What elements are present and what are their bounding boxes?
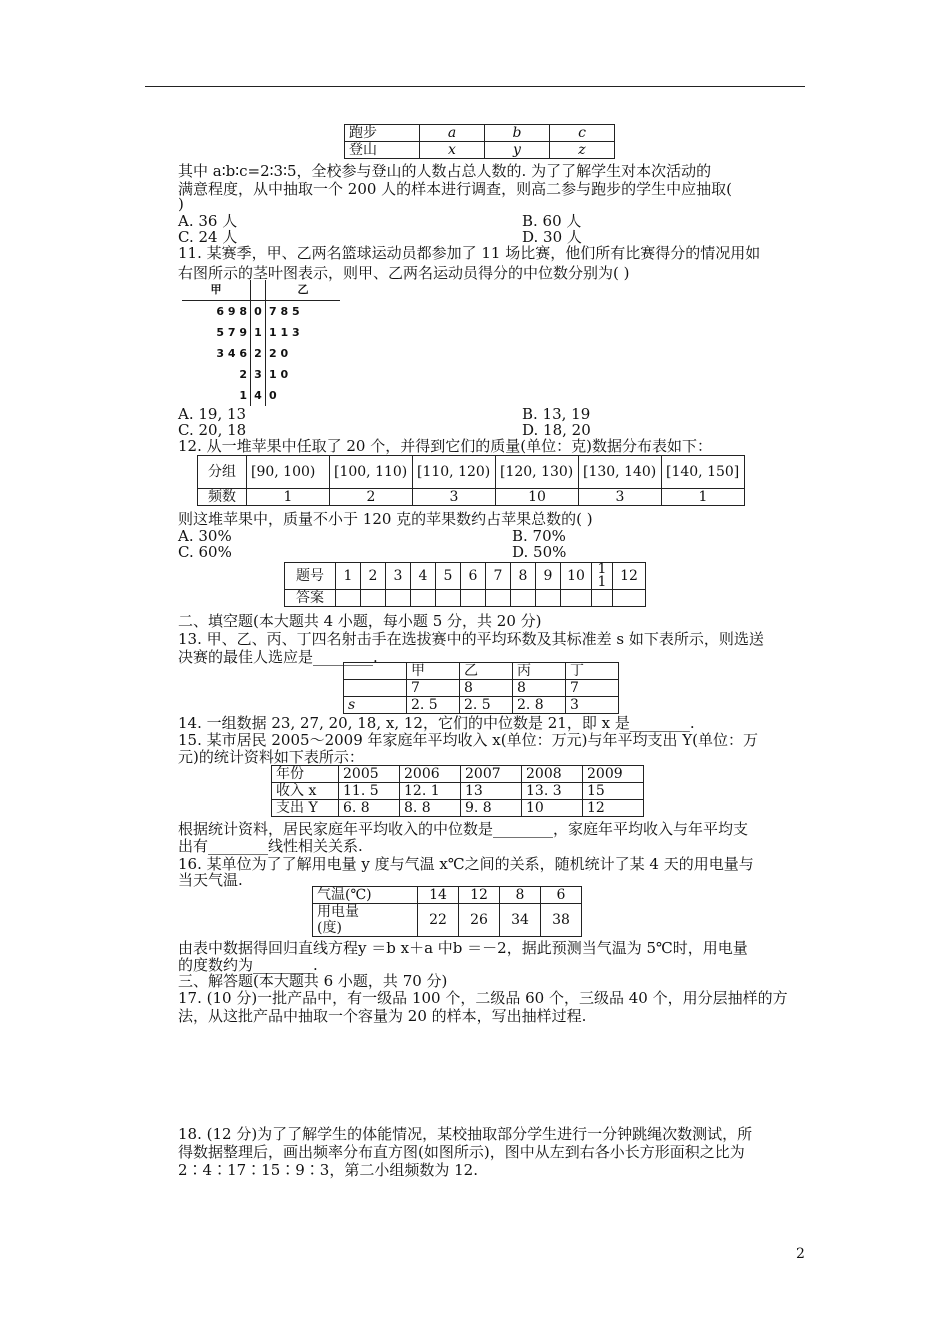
answer-table — [284, 562, 646, 607]
answer-cell[interactable] — [361, 590, 386, 607]
header-rule — [145, 86, 805, 87]
answer-cell[interactable] — [411, 590, 436, 607]
answer-cell[interactable] — [561, 590, 592, 607]
table-row: 6 9 8 0 7 8 5 — [182, 301, 340, 323]
table-row: 支出 Y 6. 8 8. 8 9. 8 10 12 — [272, 800, 644, 817]
q11-option-b: B. 13, 19 — [522, 405, 591, 423]
q10-table — [344, 124, 615, 159]
answer-cell[interactable] — [486, 590, 511, 607]
q16-table — [312, 886, 582, 937]
q12-text-1: 12. 从一堆苹果中任取了 20 个，并得到它们的质量(单位：克)数据分布表如下： — [178, 437, 712, 455]
q12-text-2: 则这堆苹果中，质量不小于 120 克的苹果数约占苹果总数的( ) — [178, 510, 593, 528]
table-row: 3 4 6 2 2 0 — [182, 343, 340, 364]
q10-text-1: 其中 a∶b∶c=2∶3∶5，全校参与登山的人数占总人数的. 为了了解学生对本次活动的 — [178, 162, 712, 180]
q11-option-a: A. 19, 13 — [178, 405, 247, 423]
q15-table — [271, 765, 644, 817]
stem-header-jia: 甲 — [182, 280, 251, 301]
q15-text-4: 出有________线性相关关系. — [178, 837, 363, 855]
q10-option-a: A. 36 人 — [178, 212, 238, 230]
q14-text: 14. 一组数据 23, 27, 20, 18, x, 12，它们的中位数是 21，即 x 是________. — [178, 714, 695, 732]
section-3-heading: 三、解答题(本大题共 6 小题，共 70 分) — [178, 972, 448, 990]
q15-text-3: 根据统计资料，居民家庭年平均收入的中位数是________，家庭年平均收入与年平均支 — [178, 820, 749, 838]
answer-cell[interactable] — [613, 590, 646, 607]
answer-cell[interactable] — [592, 590, 613, 607]
page-number: 2 — [796, 1246, 805, 1262]
table-row: 1 4 0 — [182, 385, 340, 406]
q12-option-a: A. 30% — [178, 527, 232, 545]
table-row: 5 7 9 1 1 1 3 — [182, 322, 340, 343]
stem-leaf-plot — [182, 280, 340, 406]
section-2-heading: 二、填空题(本大题共 4 小题，每小题 5 分，共 20 分) — [178, 612, 542, 630]
q17-text-1: 17. (10 分)一批产品中，有一级品 100 个，二级品 60 个，三级品 40 个，用分层抽样的方 — [178, 989, 788, 1007]
q13-text-1: 13. 甲、乙、丙、丁四名射击手在选拔赛中的平均环数及其标准差 s 如下表所示，则选送 — [178, 630, 764, 648]
q18-text-3: 2∶4∶17∶15∶9∶3，第二小组频数为 12. — [178, 1161, 478, 1179]
table-row — [182, 280, 340, 301]
q16-text-2: 当天气温. — [178, 871, 243, 889]
table-row: 年份 2005 2006 2007 2008 2009 — [272, 766, 644, 783]
answer-cell[interactable] — [461, 590, 486, 607]
q18-text-2: 得数据整理后，画出频率分布直方图(如图所示)，图中从左到右各小长方形面积之比为 — [178, 1143, 745, 1161]
q12-option-b: B. 70% — [512, 527, 566, 545]
answer-cell[interactable] — [536, 590, 561, 607]
q11-text-1: 11. 某赛季，甲、乙两名篮球运动员都参加了 11 场比赛，他们所有比赛得分的情况用如 — [178, 244, 761, 262]
q13-text-2: 决赛的最佳人选应是________. — [178, 648, 378, 666]
q11-option-c: C. 20, 18 — [178, 421, 247, 439]
table-row: 收入 x 11. 5 12. 1 13 13. 3 15 — [272, 783, 644, 800]
q11-text-2: 右图所示的茎叶图表示，则甲、乙两名运动员得分的中位数分别为( ) — [178, 264, 630, 282]
q18-text-1: 18. (12 分)为了了解学生的体能情况，某校抽取部分学生进行一分钟跳绳次数测试，所 — [178, 1125, 753, 1143]
answer-cell[interactable] — [336, 590, 361, 607]
table-row: 用电量 (度) 22 26 34 38 — [313, 904, 582, 937]
q13-table — [343, 662, 619, 714]
q16-text-3: 由表中数据得回归直线方程y ＝b x＋a 中b ＝－2，据此预测当气温为 5℃时，用电量 — [178, 939, 748, 957]
q10-option-b: B. 60 人 — [522, 212, 582, 230]
q12-option-d: D. 50% — [512, 543, 567, 561]
table-row: 7 8 8 7 — [344, 680, 619, 697]
table-row: 2 3 1 0 — [182, 364, 340, 385]
table-row: s 2. 5 2. 5 2. 8 3 — [344, 697, 619, 714]
q16-text-1: 16. 某单位为了了解用电量 y 度与气温 x℃之间的关系，随机统计了某 4 天的用电量与 — [178, 855, 754, 873]
table-row: 登山 x y z — [345, 142, 615, 159]
table-row: 甲 乙 丙 丁 — [344, 663, 619, 680]
stem-header-yi: 乙 — [266, 280, 341, 301]
q10-text-2: 满意程度，从中抽取一个 200 人的样本进行调查，则高二参与跑步的学生中应抽取( — [178, 180, 733, 198]
q15-text-2: 元)的统计资料如下表所示： — [178, 748, 364, 766]
answer-cell[interactable] — [511, 590, 536, 607]
q15-text-1: 15. 某市居民 2005～2009 年家庭年平均收入 x(单位：万元)与年平均支出 Y(单位：万 — [178, 731, 758, 749]
q10-option-c: C. 24 人 — [178, 228, 238, 246]
q10-option-d: D. 30 人 — [522, 228, 582, 246]
q12-option-c: C. 60% — [178, 543, 232, 561]
table-row: 答案 — [285, 590, 646, 607]
q10-text-3: ) — [178, 195, 184, 213]
table-row: 分组 [90, 100) [100, 110) [110, 120) [120, 130) [130, 140) [140, 150] — [198, 456, 745, 489]
table-row: 跑步 a b c — [345, 125, 615, 142]
q12-frequency-table — [197, 455, 745, 506]
q17-text-2: 法，从这批产品中抽取一个容量为 20 的样本，写出抽样过程. — [178, 1007, 587, 1025]
q16-text-4: 的度数约为________. — [178, 956, 318, 974]
answer-cell[interactable] — [436, 590, 461, 607]
answer-cell[interactable] — [386, 590, 411, 607]
q11-option-d: D. 18, 20 — [522, 421, 591, 439]
table-row: 频数 1 2 3 10 3 1 — [198, 489, 745, 506]
table-row: 气温(℃) 14 12 8 6 — [313, 887, 582, 904]
table-row: 题号 1 2 3 4 5 6 7 8 9 10 11 12 — [285, 563, 646, 590]
